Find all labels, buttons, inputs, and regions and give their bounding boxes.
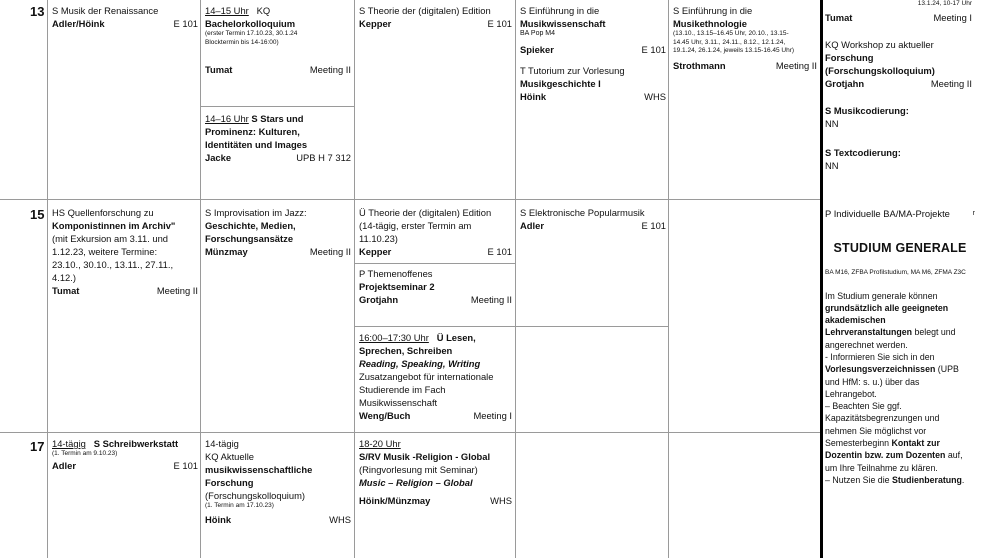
module-note: BA M16, ZFBA Profilstudium, MA M6, ZFMA Z3C	[825, 269, 966, 276]
text-line: – Nutzen Sie die	[825, 474, 892, 485]
course-title: Forschungsansätze	[205, 233, 294, 244]
text-line: Lehrveranstaltungen	[825, 327, 913, 338]
text-line: akademischen	[825, 315, 886, 326]
instructor: Adler	[52, 459, 76, 471]
text-line: nehmen Sie möglichst vor	[825, 425, 927, 436]
course-title: S Improvisation im Jazz:	[205, 207, 307, 218]
note: Blocktermin bis 14-16:00)	[205, 38, 279, 46]
room: E 101	[487, 246, 512, 257]
course-title: Komponistinnen im Archiv"	[52, 220, 176, 231]
course-kind: KQ	[256, 5, 271, 16]
instructor: Höink	[205, 513, 232, 525]
text-line: auf,	[945, 450, 963, 461]
course-title: S Schreibwerkstatt	[93, 438, 179, 449]
course-note: Zusatzangebot für internationale	[359, 371, 494, 382]
course-note: 23.10., 30.10., 13.11., 27.11.,	[52, 259, 174, 270]
room: E 101	[487, 18, 512, 29]
module-note: BA Pop M4	[520, 30, 556, 37]
instructor: Kepper	[359, 18, 392, 29]
course-title: Musikethnologie	[673, 18, 747, 29]
text-line: belegt und	[912, 327, 956, 338]
instructor: Tumat	[205, 64, 233, 75]
instructor: Adler	[520, 220, 544, 231]
text-line: angerechnet werden.	[825, 339, 908, 350]
frequency: 14-tägig	[52, 438, 86, 449]
studium-text	[825, 290, 975, 487]
right-column	[825, 0, 972, 172]
course-title: (Forschungskolloquium)	[825, 64, 935, 76]
hour-label: 17	[30, 439, 45, 454]
room: WHS	[490, 495, 512, 506]
instructor: Münzmay	[205, 246, 248, 257]
course-bachelorkolloquium	[205, 4, 351, 76]
row-divider	[0, 432, 820, 433]
course-title: Musikgeschichte I	[520, 77, 601, 89]
course-projektseminar	[359, 267, 512, 306]
instructor: Weng/Buch	[359, 410, 411, 421]
instructor: Höink/Münzmay	[359, 495, 431, 506]
text-line: Kapazitätsbegrenzungen und	[825, 413, 940, 424]
course-title: Forschung	[825, 51, 874, 63]
room: Meeting I	[473, 410, 512, 421]
instructor: Spieker	[520, 43, 554, 55]
course-improvisation	[205, 206, 351, 258]
course-title: Forschung	[205, 477, 254, 488]
instructor: NN	[825, 159, 839, 171]
course-edition-uebung	[359, 206, 512, 258]
course-note: (Forschungskolloquium)	[205, 490, 306, 501]
text-line: (UPB	[935, 364, 959, 375]
text-line: um Ihre Teilnahme zu klären.	[825, 462, 938, 473]
room: WHS	[329, 513, 351, 525]
room: UPB H 7 312	[296, 152, 351, 163]
course-note: (Ringvorlesung mit Seminar)	[359, 464, 478, 475]
mark: r	[972, 210, 975, 217]
course-title: S Einführung in die	[520, 5, 600, 16]
text-line: grundsätzlich alle geeigneten	[825, 302, 949, 313]
instructor: Strothmann	[673, 59, 726, 71]
cell-divider	[354, 326, 668, 327]
course-title: S Textcodierung:	[825, 146, 901, 158]
room: Meeting II	[470, 294, 512, 305]
note: 13.1.24, 10-17 Uhr	[917, 0, 972, 7]
text-line: Lehrangebot.	[825, 388, 877, 399]
course-title-en: Reading, Speaking, Writing	[359, 358, 481, 369]
course-title: P Individuelle BA/MA-Projekte	[825, 208, 950, 219]
course-title: musikwissenschaftliche	[205, 464, 313, 475]
instructor: Tumat	[825, 11, 853, 23]
course-title: Sprechen, Schreiben	[359, 345, 453, 356]
time: 14–15 Uhr	[205, 5, 249, 16]
room: E 101	[641, 43, 666, 55]
course-title: Ü Lesen,	[436, 332, 476, 343]
right-border	[820, 0, 823, 558]
course-title: Geschichte, Medien,	[205, 220, 296, 231]
time: 18-20 Uhr	[359, 438, 401, 449]
note: 19.1.24, 26.1.24, jeweils 13.15-16.45 Uhr)	[673, 47, 795, 54]
course-musikethnologie	[673, 4, 817, 72]
course-title: Musikwissenschaft	[520, 18, 606, 29]
instructor: Adler/Höink	[52, 18, 105, 29]
note: (13.10., 13.15–16.45 Uhr, 20.10., 13.15-	[673, 30, 789, 37]
room: Meeting II	[156, 285, 198, 296]
text-line: Semesterbeginn	[825, 438, 892, 449]
room: Meeting I	[933, 11, 972, 23]
course-title: S Elektronische Popularmusik	[520, 207, 645, 218]
room: Meeting II	[930, 77, 972, 89]
text-line: Dozentin bzw. zum Dozenten	[825, 450, 946, 461]
time: 16:00–17:30 Uhr	[359, 332, 429, 343]
instructor: Tumat	[52, 285, 80, 296]
text-line: Vorlesungsverzeichnissen	[825, 364, 936, 375]
hour-label: 13	[30, 4, 45, 19]
course-note: 1.12.23, weitere Termine:	[52, 246, 158, 257]
course-quellenforschung	[52, 206, 198, 297]
course-lesen-sprechen	[359, 331, 512, 422]
course-ringvorlesung	[359, 437, 512, 507]
room: E 101	[173, 18, 198, 29]
course-title: KQ Workshop zu aktueller	[825, 38, 934, 50]
course-title-en: Music – Religion – Global	[359, 477, 473, 488]
course-title: Identitäten und Images	[205, 139, 308, 150]
course-elektronische-pop	[520, 206, 666, 232]
cell-divider	[354, 263, 515, 264]
course-note: Musikwissenschaft	[359, 397, 438, 408]
grid-line	[515, 0, 516, 558]
course-stars	[205, 112, 351, 164]
note: (erster Termin 17.10.23, 30.1.24	[205, 30, 298, 37]
instructor: NN	[825, 117, 839, 129]
instructor: Grotjahn	[359, 294, 399, 305]
text-line: und HfM: s. u.) über das	[825, 376, 920, 387]
course-title: S/RV Musik -Religion - Global	[359, 451, 491, 462]
text-line: Im Studium generale können	[825, 290, 938, 301]
instructor: Höink	[520, 90, 547, 102]
text-line: Studienberatung	[892, 474, 962, 485]
course-einfuehrung-mw	[520, 4, 666, 103]
row-divider	[0, 199, 820, 200]
course-note: (mit Exkursion am 3.11. und	[52, 233, 169, 244]
course-title: S Stars und	[251, 113, 304, 124]
instructor: Jacke	[205, 152, 232, 163]
note: 14.45 Uhr, 3.11., 24.11., 8.12., 12.1.24,	[673, 38, 786, 46]
cell-divider	[200, 106, 354, 107]
text-line: – Beachten Sie ggf.	[825, 401, 902, 412]
instructor: Grotjahn	[825, 77, 865, 89]
course-note: 11.10.23)	[359, 233, 398, 244]
course-title: Bachelorkolloquium	[205, 18, 296, 29]
note: (1. Termin am 9.10.23)	[52, 450, 118, 457]
course-title: P Themenoffenes	[359, 268, 433, 279]
course-title: T Tutorium zur Vorlesung	[520, 64, 625, 76]
course-title: HS Quellenforschung zu	[52, 207, 154, 218]
time: 14–16 Uhr	[205, 113, 249, 124]
course-forschungskolloquium	[205, 437, 351, 526]
course-title: S Musik der Renaissance	[52, 5, 159, 16]
grid-line	[668, 0, 669, 558]
frequency: 14-tägig	[205, 438, 239, 449]
room: E 101	[173, 459, 198, 471]
grid-line	[200, 0, 201, 558]
course-note: (14-tägig, erster Termin am	[359, 220, 472, 231]
text-line: Kontakt zur	[891, 438, 940, 449]
room: Meeting II	[775, 59, 817, 71]
text-line: - Informieren Sie sich in den	[825, 351, 935, 362]
course-note: 4.12.)	[52, 272, 76, 283]
course-title: Ü Theorie der (digitalen) Edition	[359, 207, 492, 218]
course-renaissance	[52, 4, 198, 30]
text-line: .	[961, 474, 965, 485]
studium-generale	[825, 207, 975, 486]
grid-line	[354, 0, 355, 558]
course-title: S Theorie der (digitalen) Edition	[359, 5, 491, 16]
course-edition	[359, 4, 512, 30]
course-title: Prominenz: Kulturen,	[205, 126, 300, 137]
course-title: KQ Aktuelle	[205, 451, 254, 462]
course-title: Projektseminar 2	[359, 281, 435, 292]
room: WHS	[644, 90, 666, 102]
course-title: S Einführung in die	[673, 5, 753, 16]
note: (1. Termin am 17.10.23)	[205, 502, 274, 509]
grid-line	[47, 0, 48, 558]
room: E 101	[641, 220, 666, 231]
room: Meeting II	[309, 246, 351, 257]
section-title: STUDIUM GENERALE	[833, 241, 967, 255]
hour-label: 15	[30, 207, 45, 222]
instructor: Kepper	[359, 246, 392, 257]
course-title: S Musikcodierung:	[825, 104, 909, 116]
course-note: Studierende im Fach	[359, 384, 446, 395]
room: Meeting II	[309, 64, 351, 75]
course-schreibwerkstatt	[52, 437, 198, 472]
